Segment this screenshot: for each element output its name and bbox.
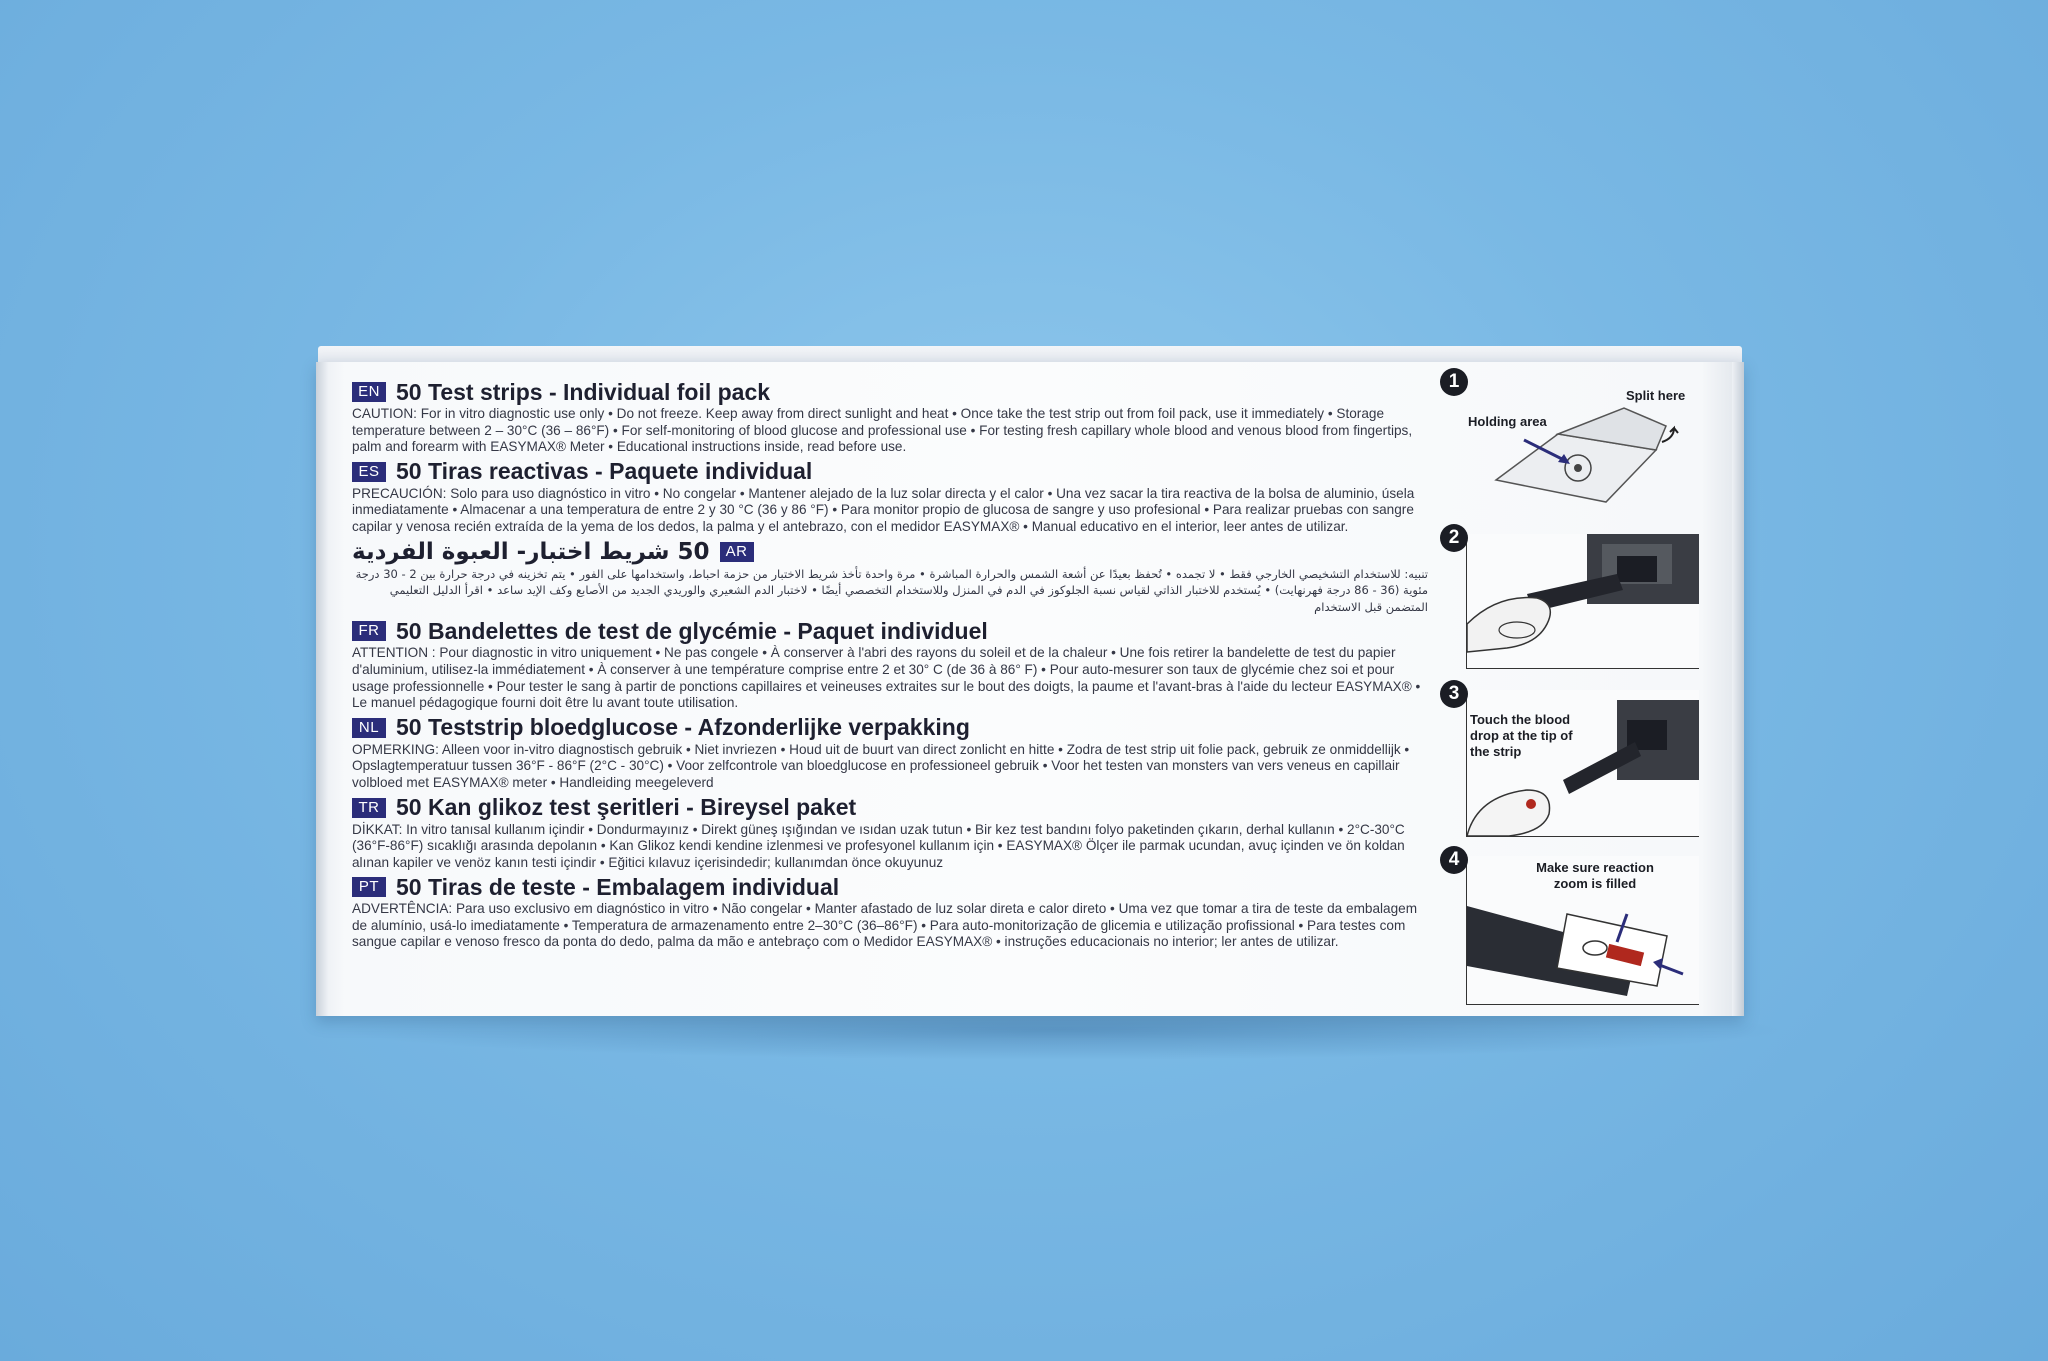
section-text: DİKKAT: In vitro tanısal kullanım içindir • Dondurmayınız • Direkt güneş ışığından ve ısıdan uzak tutun • Bir kez test bandını folyo paketinden çıkarın, derhal kullanın • 2°C-30°C (36°F-86°F) sıcaklığı arasında depolanın • Kan Glikoz kendi kendine izlenmesi ve profesyonel kullanım için • EASYMAX® Ölçer ile parmak ucundan, avuç içinden ve ön koldan alınan kapiler ve venöz kanın testi içindir • Eğitici kılavuz içerisindedir; kullanımdan önce okuyunuz (352, 821, 1405, 870)
section-title: 50 Teststrip bloedglucose - Afzonderlijke verpakking (396, 714, 970, 741)
lang-badge: EN (352, 382, 386, 402)
section-text: OPMERKING: Alleen voor in-vitro diagnostisch gebruik • Niet invriezen • Houd uit de buurt van direct zonlicht en hitte • Zodra de test strip uit folie pack, gebruik ze onmiddellijk • Opslagtemperatuur tussen 36°F - 86°F (2°C - 30°C) • Voor zelfcontrole van bloedglucose en professioneel gebruik • Voor het testen van monsters van vers veneus en capillair volbloed met EASYMAX® meter • Handleiding meegeleverd (352, 741, 1410, 790)
step-number: 3 (1440, 680, 1468, 708)
lang-badge: FR (352, 621, 386, 641)
step-4 (1440, 846, 1698, 1008)
instructions-text-column (352, 378, 1428, 1008)
section-ar (352, 538, 1428, 616)
box-left-side (316, 362, 328, 1016)
section-pt (352, 873, 1428, 951)
lang-badge: PT (352, 877, 386, 897)
section-text: ADVERTÊNCIA: Para uso exclusivo em diagnóstico in vitro • Não congelar • Manter afastado de luz solar direta e calor direto • Uma vez que tomar a tira de teste da embalagem de alumínio, usá-lo imediatamente • Temperatura de armazenamento entre 2–30°C (36–86°F) • Para auto-monitorização de glicemia e utilização profissional • Para testes com sangue capilar e venoso fresco da ponta do dedo, palma da mão e antebraço com o Medidor EASYMAX® • instruções educacionais no interior; ler antes de utilizar. (352, 901, 1418, 950)
usage-steps (1440, 368, 1698, 1008)
step-number: 2 (1440, 524, 1468, 552)
section-en (352, 378, 1428, 456)
section-text: CAUTION: For in vitro diagnostic use only • Do not freeze. Keep away from direct sunlight and heat • Once take the test strip out from foil pack, use it immediately • Storage temperature between 2 – 30°C (36 – 86°F) • For self-monitoring of blood glucose and professional use • For testing fresh capillary whole blood and venous blood from fingertips, palm and forearm with EASYMAX® Meter • Educational instructions inside, read before use. (352, 406, 1413, 455)
section-fr (352, 617, 1428, 711)
step-2-panel (1466, 534, 1699, 669)
split-here-label: Split here (1626, 388, 1686, 403)
section-es (352, 458, 1428, 536)
reaction-zone-label: Make sure reaction zoom is filled (1536, 860, 1654, 891)
section-text: تنبيه: للاستخدام التشخيصي الخارجي فقط • لا تجمده • تُحفظ بعيدًا عن أشعة الشمس والحرارة المباشرة • مرة واحدة تأخذ شريط الاختبار من حزمة احباط، واستخدامها على الفور • يتم تخزينه في درجة حرارة بين 2 - 30 درجة مئوية (36 - 86 درجة فهرنهايت) • يُستخدم للاختبار الذاتي لقياس نسبة الجلوكوز في الدم في المنزل وللاستخدام التخصصي أيضًا • لاختبار الدم الشعيري والوريدي الجديد من الأصابع وكف الإيد ساعد • اقرأ الدليل التعليمي المتضمن قبل الاستخدام (355, 566, 1428, 614)
step-number: 1 (1440, 368, 1468, 396)
lang-badge: AR (720, 542, 754, 562)
lang-badge: NL (352, 718, 386, 738)
holding-area-label: Holding area (1468, 414, 1547, 429)
step-number: 4 (1440, 846, 1468, 874)
section-text: ATTENTION : Pour diagnostic in vitro uniquement • Ne pas congele • À conserver à l'abri des rayons du soleil et de la chaleur • Une fois retirer la bandelette de test du papier d'aluminium, utilisez-la immédiatement • À conserver à une température comprise entre 2 et 30° C (de 36 à 86° F) • Pour auto-mesurer son taux de glycémie chez soi et pour usage professionnelle • Pour tester le sang à partir de ponctions capillaires et veineuses extraites sur le bout des doigts, la paume et l'avant-bras à l'aide du lecteur EASYMAX® • Le manuel pédagogique fourni doit être lu avant toute utilisation. (352, 645, 1421, 711)
section-nl (352, 714, 1428, 792)
section-text: PRECAUCIÓN: Solo para uso diagnóstico in vitro • No congelar • Mantener alejado de la luz solar directa y el calor • Una vez sacar la tira reactiva de la bolsa de aluminio, úsela inmediatamente • Almacenar a una temperatura de entre 2 y 30 °C (36 y 86 °F) • Para monitor propio de glucosa de sangre y uso profesional • Para realizar pruebas con sangre capilar y venosa recién extraída de la yema de los dedos, la palma y el antebrazo, con el medidor EASYMAX® • Manual educativo en el interior, leer antes de utilizar. (352, 485, 1415, 534)
section-title: 50 شريط اختبار- العبوة الفردية (352, 538, 710, 565)
step-2 (1440, 524, 1698, 674)
section-title: 50 Bandelettes de test de glycémie - Paquet individuel (396, 617, 988, 644)
section-tr (352, 794, 1428, 872)
touch-blood-drop-label: Touch the blood drop at the tip of the strip (1470, 712, 1573, 759)
step-1 (1440, 368, 1698, 518)
section-title: 50 Test strips - Individual foil pack (396, 378, 771, 405)
insert-strip-illustration (1467, 534, 1699, 668)
section-title: 50 Kan glikoz test şeritleri - Bireysel paket (396, 794, 857, 820)
lang-badge: TR (352, 798, 386, 818)
section-title: 50 Tiras reactivas - Paquete individual (396, 458, 813, 485)
section-title: 50 Tiras de teste - Embalagem individual (396, 873, 840, 900)
lang-badge: ES (352, 462, 386, 482)
step-3 (1440, 680, 1698, 840)
box-right-side (1732, 362, 1744, 1016)
